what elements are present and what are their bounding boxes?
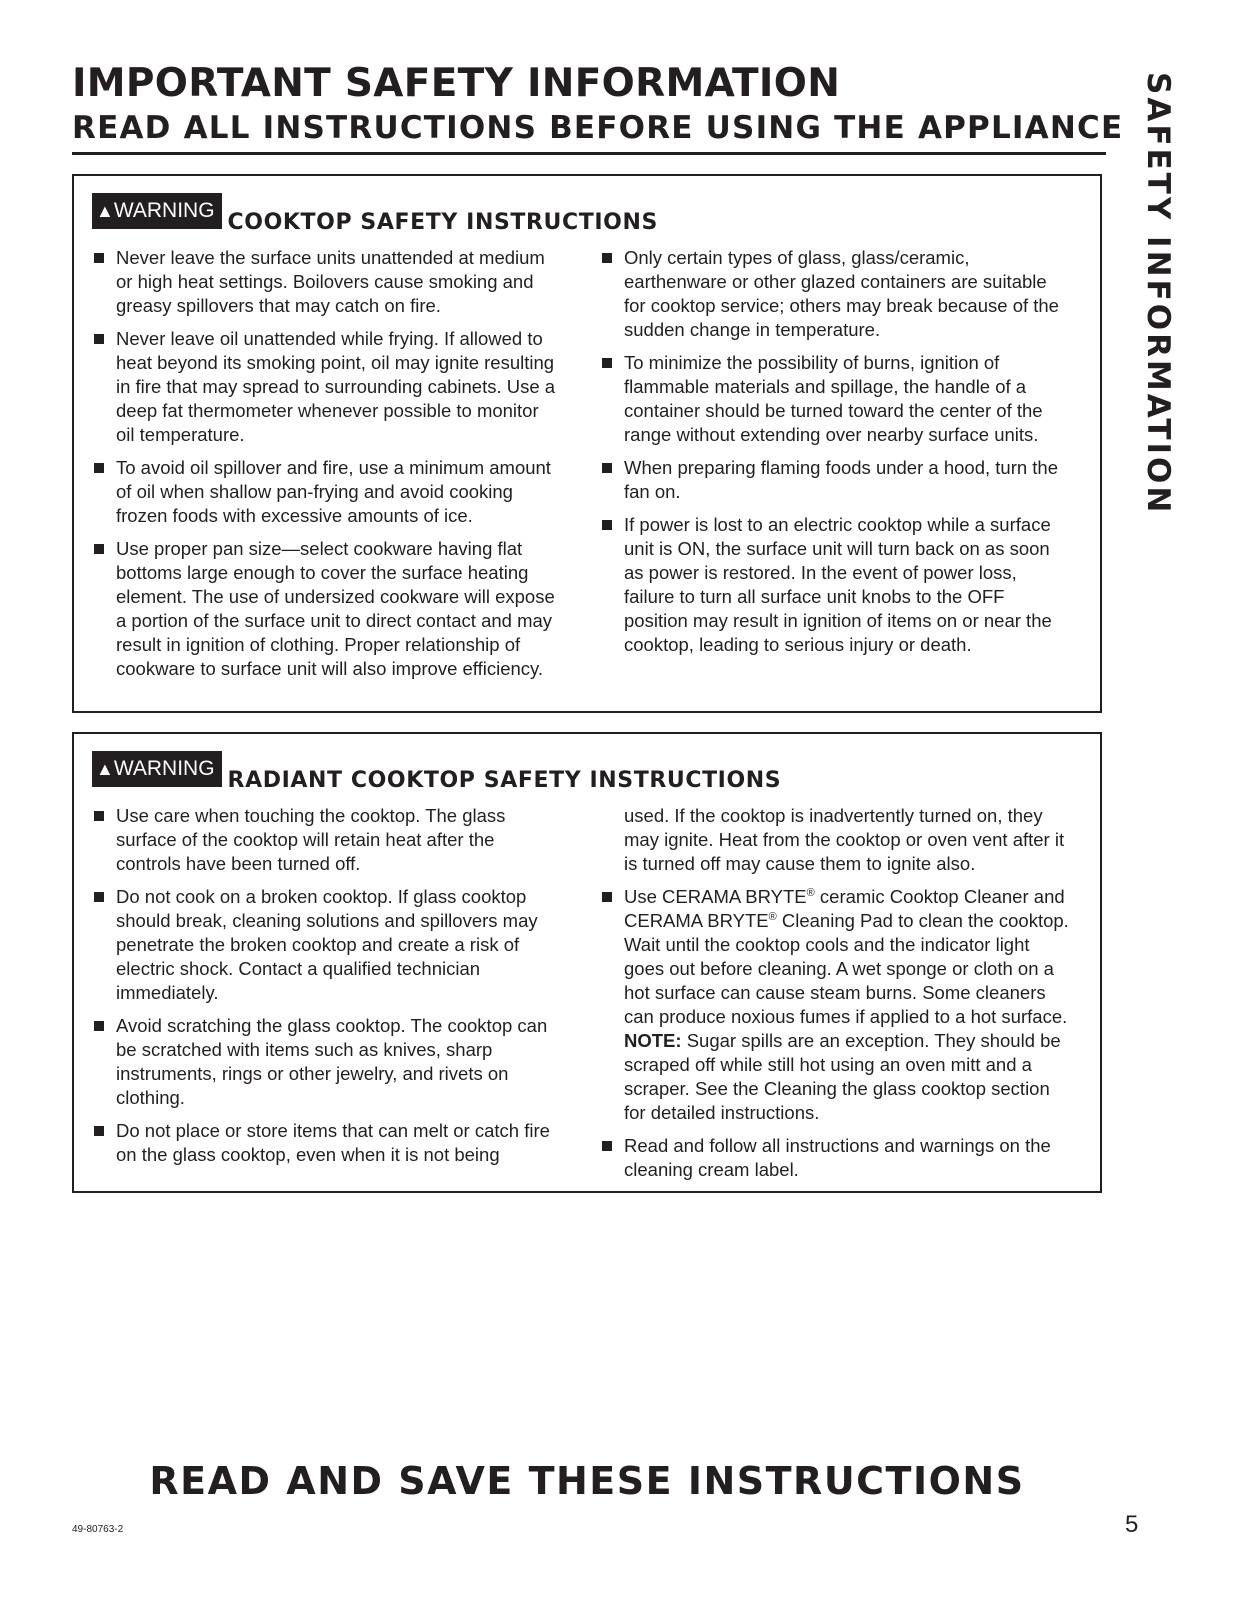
warning-triangle-icon: ▲: [96, 759, 114, 779]
right-column: [600, 804, 1070, 1191]
list-item: Avoid scratching the glass cooktop. The cooktop can be scratched with items such as knives, sharp instruments, rings or other jewelry, and rivets on clothing.: [92, 1014, 562, 1110]
radiant-cooktop-safety-box: [72, 732, 1102, 1193]
warning-label: WARNING: [113, 199, 215, 222]
header-divider: [72, 152, 1106, 155]
bullet-square-icon: [94, 253, 104, 263]
list-item: Read and follow all instructions and warnings on the cleaning cream label.: [600, 1134, 1070, 1182]
registered-mark: ®: [806, 886, 815, 899]
bullet-square-icon: [602, 463, 612, 473]
left-column: [92, 246, 562, 690]
list-item: Do not place or store items that can melt or catch fire on the glass cooktop, even when it is not being: [92, 1119, 562, 1167]
list-item: Only certain types of glass, glass/ceramic, earthenware or other glazed containers are suitable for cooktop service; others may break because of the sudden change in temperature.: [600, 246, 1070, 342]
list-item: Use CERAMA BRYTE® ceramic Cooktop Cleaner and CERAMA BRYTE® Cleaning Pad to clean the cooktop. Wait until the cooktop cools and the indicator light goes out before cleaning. A wet sponge or cloth on a hot surface can cause steam burns. Some cleaners can produce noxious fumes if applied to a hot surface. NOTE: Sugar spills are an exception. They should be scraped off while still hot using an oven mitt and a scraper. See the Cleaning the glass cooktop section for detailed instructions.: [600, 885, 1070, 1125]
section-title: COOKTOP SAFETY INSTRUCTIONS: [227, 210, 658, 235]
page-subtitle: READ ALL INSTRUCTIONS BEFORE USING THE APPLIANCE: [72, 110, 1124, 146]
list-item: To avoid oil spillover and fire, use a minimum amount of oil when shallow pan-frying and avoid cooking frozen foods with excessive amounts of ice.: [92, 456, 562, 528]
left-column: [92, 804, 562, 1176]
warning-badge: [92, 751, 222, 787]
cooktop-safety-box: [72, 174, 1102, 713]
warning-label: WARNING: [113, 757, 215, 780]
bullet-square-icon: [602, 253, 612, 263]
bullet-square-icon: [602, 358, 612, 368]
bullet-square-icon: [94, 811, 104, 821]
list-item: Never leave oil unattended while frying. If allowed to heat beyond its smoking point, oil may ignite resulting in fire that may spread to surrounding cabinets. Use a deep fat thermometer whenever possible to monitor oil temperature.: [92, 327, 562, 447]
list-item-continuation: used. If the cooktop is inadvertently turned on, they may ignite. Heat from the cooktop or oven vent after it is turned off may cause them to ignite also.: [624, 805, 1065, 874]
bullet-square-icon: [94, 544, 104, 554]
section-heading: [92, 751, 781, 791]
list-item: To minimize the possibility of burns, ignition of flammable materials and spillage, the handle of a container should be turned toward the center of the range without extending over nearby surface units.: [600, 351, 1070, 447]
warning-badge: [92, 193, 222, 229]
bullet-square-icon: [94, 463, 104, 473]
registered-mark: ®: [768, 910, 777, 923]
section-heading: [92, 193, 658, 233]
footer-title: READ AND SAVE THESE INSTRUCTIONS: [149, 1459, 1025, 1503]
bullet-square-icon: [94, 1126, 104, 1136]
section-title: RADIANT COOKTOP SAFETY INSTRUCTIONS: [227, 768, 782, 793]
bullet-square-icon: [602, 520, 612, 530]
warning-triangle-icon: ▲: [96, 201, 114, 221]
list-item: Use proper pan size—select cookware having flat bottoms large enough to cover the surface heating element. The use of undersized cookware will expose a portion of the surface unit to direct contact and may result in ignition of clothing. Proper relationship of cookware to surface unit will also improve efficiency.: [92, 537, 562, 681]
side-tab-label: SAFETY INFORMATION: [1140, 72, 1176, 516]
bullet-square-icon: [602, 892, 612, 902]
list-item: If power is lost to an electric cooktop while a surface unit is ON, the surface unit will turn back on as soon as power is restored. In the event of power loss, failure to turn all surface unit knobs to the OFF position may result in ignition of items on or near the cooktop, leading to serious injury or death.: [600, 513, 1070, 657]
document-number: 49-80763-2: [72, 1524, 124, 1535]
list-item: When preparing flaming foods under a hood, turn the fan on.: [600, 456, 1070, 504]
note-label: NOTE:: [624, 1030, 682, 1051]
bullet-square-icon: [94, 1021, 104, 1031]
list-item: Never leave the surface units unattended at medium or high heat settings. Boilovers cause smoking and greasy spillovers that may catch on fire.: [92, 246, 562, 318]
list-item: Do not cook on a broken cooktop. If glass cooktop should break, cleaning solutions and spillovers may penetrate the broken cooktop and create a risk of electric shock. Contact a qualified technician immediately.: [92, 885, 562, 1005]
right-column: [600, 246, 1070, 666]
bullet-square-icon: [94, 892, 104, 902]
page-header: [72, 60, 1124, 148]
page-number: 5: [1125, 1511, 1139, 1538]
page-title: IMPORTANT SAFETY INFORMATION: [72, 61, 841, 106]
bullet-square-icon: [602, 1141, 612, 1151]
list-item: Use care when touching the cooktop. The glass surface of the cooktop will retain heat after the controls have been turned off.: [92, 804, 562, 876]
bullet-square-icon: [94, 334, 104, 344]
